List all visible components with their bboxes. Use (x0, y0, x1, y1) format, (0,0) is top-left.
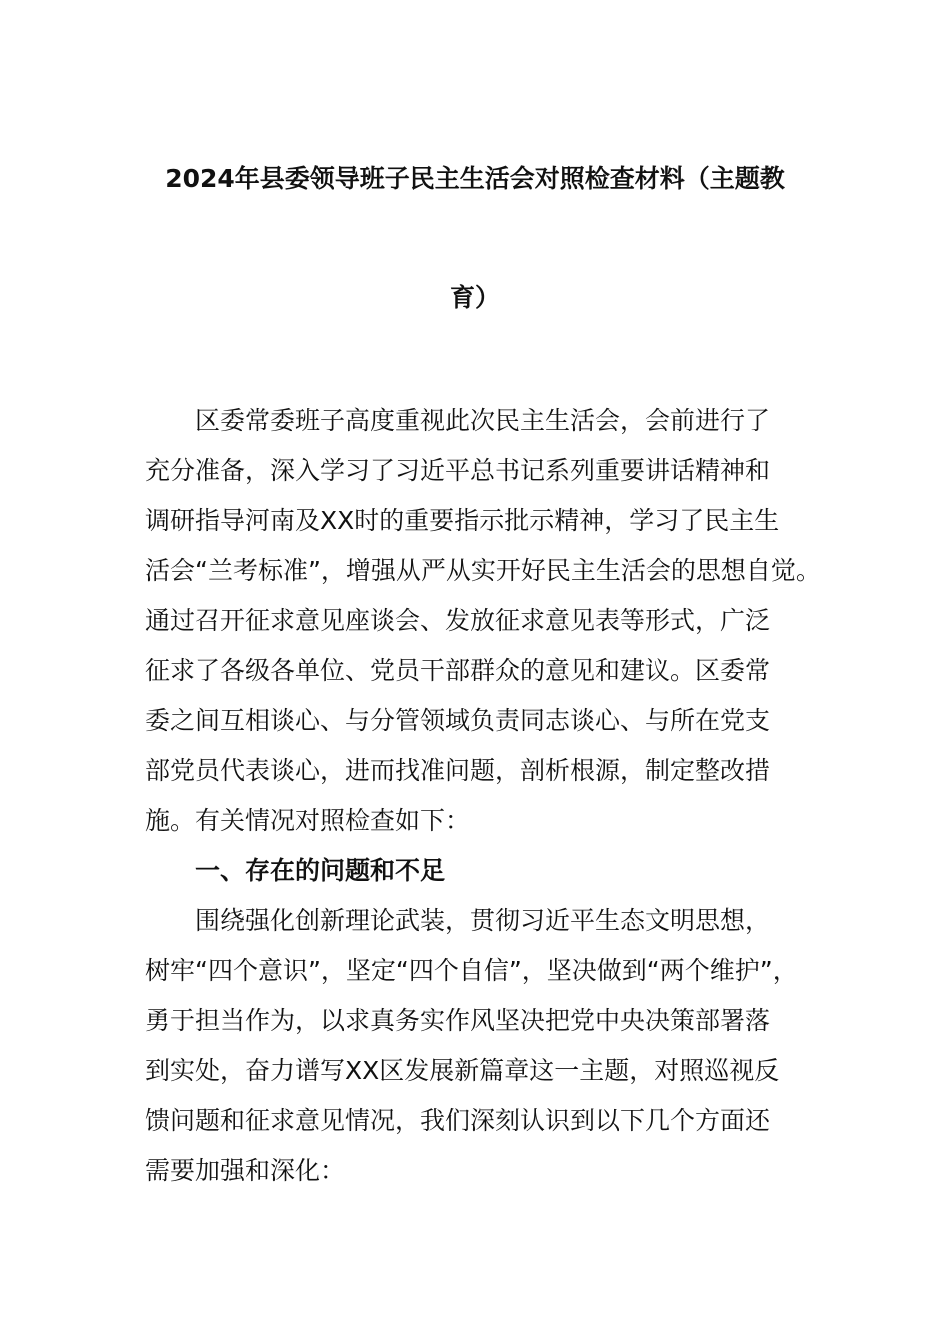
paragraph-2-line: 勇于担当作为，以求真务实作风坚决把党中央决策部署落 (145, 1006, 771, 1035)
section-heading: 一、存在的问题和不足 (195, 856, 446, 885)
paragraph-2-line: 到实处，奋力谱写XX区发展新篇章这一主题，对照巡视反 (145, 1056, 780, 1085)
paragraph-1-line: 充分准备，深入学习了习近平总书记系列重要讲话精神和 (145, 456, 771, 485)
paragraph-1-line: 活会“兰考标准”，增强从严从实开好民主生活会的思想自觉。 (145, 556, 821, 585)
paragraph-1-line: 区委常委班子高度重视此次民主生活会，会前进行了 (195, 406, 771, 435)
document-title-line-2: 育） (449, 283, 500, 312)
paragraph-2-line: 围绕强化创新理论武装，贯彻习近平生态文明思想， (195, 906, 771, 935)
document-body (145, 403, 825, 1203)
paragraph-2-line: 树牢“四个意识”，坚定“四个自信”，坚决做到“两个维护”， (145, 956, 798, 985)
paragraph-1-line: 征求了各级各单位、党员干部群众的意见和建议。区委常 (145, 656, 771, 685)
document-title-line-1: 2024年县委领导班子民主生活会对照检查材料（主题教 (165, 164, 785, 193)
paragraph-1-line: 通过召开征求意见座谈会、发放征求意见表等形式，广泛 (145, 606, 771, 635)
paragraph-1-line: 委之间互相谈心、与分管领域负责同志谈心、与所在党支 (145, 706, 771, 735)
paragraph-1-line: 施。有关情况对照检查如下： (145, 806, 471, 835)
paragraph-2-line: 需要加强和深化： (145, 1156, 346, 1185)
paragraph-2-line: 馈问题和征求意见情况，我们深刻认识到以下几个方面还 (145, 1106, 771, 1135)
paragraph-1-line: 调研指导河南及XX时的重要指示批示精神，学习了民主生 (145, 506, 780, 535)
paragraph-1-line: 部党员代表谈心，进而找准问题，剖析根源，制定整改措 (145, 756, 771, 785)
